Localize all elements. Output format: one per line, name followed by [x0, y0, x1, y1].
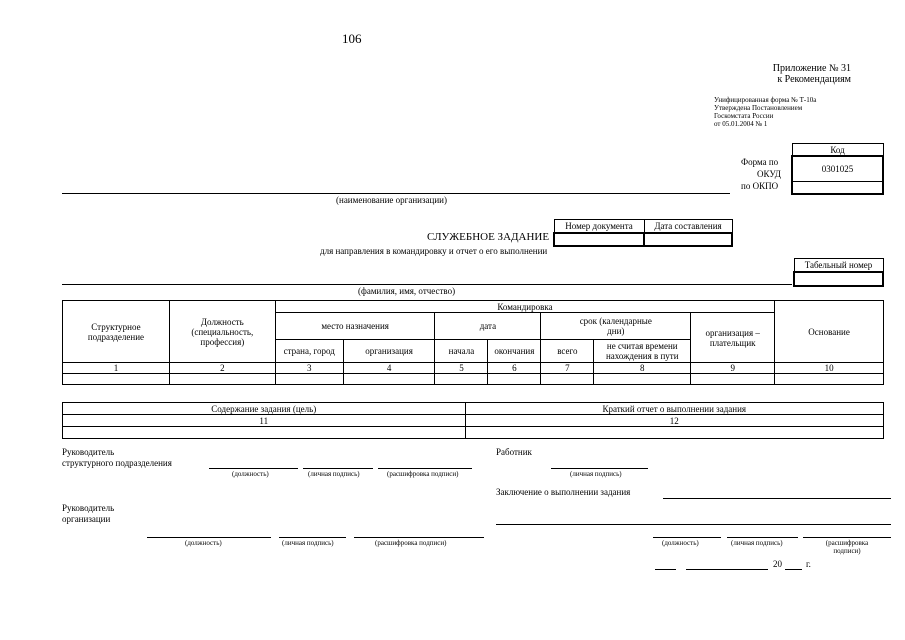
doc-title: СЛУЖЕБНОЕ ЗАДАНИЕ — [427, 231, 550, 243]
nachala-header: начала — [435, 340, 488, 363]
col-num-6: 6 — [488, 363, 541, 374]
task-content-cell[interactable] — [63, 427, 466, 439]
date-day-line[interactable] — [655, 569, 676, 570]
decode-caption-line2: подписи) — [833, 547, 861, 555]
table-cell[interactable] — [275, 374, 343, 385]
table-cell[interactable] — [435, 374, 488, 385]
okpo-label: по ОКПО — [741, 181, 779, 191]
doc-date-value[interactable] — [644, 233, 732, 246]
org-name-caption: (наименование организации) — [336, 195, 447, 205]
tabel-box — [793, 258, 884, 287]
col-num-7: 7 — [541, 363, 594, 374]
conclusion-signature-line[interactable] — [727, 537, 798, 538]
col-num-2: 2 — [169, 363, 275, 374]
appendix-label — [773, 63, 851, 85]
okpo-value[interactable] — [792, 182, 883, 195]
unified-form-note — [714, 96, 816, 128]
doc-number-label: Номер документа — [554, 220, 644, 234]
conclusion-decode-line[interactable] — [803, 537, 891, 538]
org-name-line[interactable] — [62, 193, 730, 194]
tabel-value[interactable] — [794, 272, 883, 286]
ne-schitaya-header: не считая времени нахождения в пути — [594, 340, 691, 363]
unified-form-line1: Унифицированная форма № Т-10а — [714, 96, 817, 104]
report-cell[interactable] — [465, 427, 884, 439]
col-struct-header: Структурное подразделение — [63, 301, 170, 363]
date-year-suffix: г. — [806, 559, 811, 569]
table-cell[interactable] — [488, 374, 541, 385]
komandirovka-header: Командировка — [275, 301, 774, 313]
assignment-table — [62, 300, 884, 385]
table-cell[interactable] — [63, 374, 170, 385]
table-cell[interactable] — [169, 374, 275, 385]
col-position-header: Должность (специальность, профессия) — [169, 301, 275, 363]
head-struct-label-2: структурного подразделения — [62, 458, 172, 468]
doc-number-date-box — [553, 219, 733, 247]
worker-label: Работник — [496, 447, 532, 457]
head-org-decode-caption: (расшифровка подписи) — [375, 539, 447, 547]
date-month-line[interactable] — [686, 569, 768, 570]
data-header: дата — [435, 313, 541, 340]
unified-form-line4: от 05.01.2004 № 1 — [714, 120, 768, 128]
report-header: Краткий отчет о выполнении задания — [465, 403, 884, 415]
date-year-prefix: 20 — [773, 559, 782, 569]
head-struct-position-line[interactable] — [209, 468, 298, 469]
unified-form-line2: Утверждена Постановлением — [714, 104, 803, 112]
page-number: 106 — [342, 31, 362, 46]
col-num-10: 10 — [775, 363, 884, 374]
head-org-position-caption: (должность) — [185, 539, 222, 547]
col-num-8: 8 — [594, 363, 691, 374]
doc-subtitle: для направления в командировку и отчет о его выполнении — [320, 246, 548, 256]
conclusion-signature-caption: (личная подпись) — [731, 539, 783, 547]
okonchaniya-header: окончания — [488, 340, 541, 363]
col-num-5: 5 — [435, 363, 488, 374]
table-cell[interactable] — [691, 374, 775, 385]
decode-caption-line1: (расшифровка — [825, 539, 869, 547]
head-org-position-line[interactable] — [147, 537, 271, 538]
tabel-label: Табельный номер — [794, 259, 883, 273]
task-content-header: Содержание задания (цель) — [63, 403, 466, 415]
head-org-signature-line[interactable] — [279, 537, 346, 538]
table-row — [63, 427, 884, 439]
head-struct-signature-caption: (личная подпись) — [308, 470, 360, 478]
appendix-line1: Приложение № 31 — [772, 63, 851, 74]
conclusion-position-line[interactable] — [653, 537, 721, 538]
head-org-decode-line[interactable] — [354, 537, 484, 538]
table-cell[interactable] — [541, 374, 594, 385]
col-num-4: 4 — [343, 363, 435, 374]
head-org-signature-caption: (личная подпись) — [282, 539, 334, 547]
org-payer-header: организация – плательщик — [691, 313, 775, 363]
okud-label-2: ОКУД — [757, 169, 781, 179]
table-row — [63, 374, 884, 385]
conclusion-line-1[interactable] — [663, 498, 891, 499]
col-num-1: 1 — [63, 363, 170, 374]
okud-label-1: Форма по — [741, 157, 779, 167]
head-org-label-2: организации — [62, 514, 111, 524]
task-col-num: 11 — [63, 415, 466, 427]
head-struct-position-caption: (должность) — [232, 470, 269, 478]
head-org-label-1: Руководитель — [62, 503, 115, 513]
code-header: Код — [792, 144, 883, 157]
head-struct-decode-caption: (расшифровка подписи) — [387, 470, 459, 478]
unified-form-line3: Госкомстата России — [714, 112, 774, 120]
organizaciya-header: организация — [343, 340, 435, 363]
head-struct-label-1: Руководитель — [62, 447, 115, 457]
code-box — [791, 143, 884, 195]
strana-header: страна, город — [275, 340, 343, 363]
head-struct-signature-line[interactable] — [303, 468, 373, 469]
worker-signature-line[interactable] — [551, 468, 648, 469]
table-cell[interactable] — [594, 374, 691, 385]
report-col-num: 12 — [465, 415, 884, 427]
table-cell[interactable] — [343, 374, 435, 385]
fio-caption: (фамилия, имя, отчество) — [358, 286, 456, 296]
doc-number-value[interactable] — [554, 233, 644, 246]
vsego-header: всего — [541, 340, 594, 363]
conclusion-label: Заключение о выполнении задания — [496, 487, 631, 497]
conclusion-decode-caption — [803, 539, 891, 555]
col-num-3: 3 — [275, 363, 343, 374]
doc-date-label: Дата составления — [644, 220, 732, 234]
table-cell[interactable] — [775, 374, 884, 385]
conclusion-line-2[interactable] — [496, 524, 891, 525]
head-struct-decode-line[interactable] — [378, 468, 472, 469]
appendix-line2: к Рекомендациям — [777, 74, 851, 85]
mesto-header: место назначения — [275, 313, 435, 340]
fio-line[interactable] — [62, 284, 792, 285]
okud-value[interactable]: 0301025 — [792, 156, 883, 182]
conclusion-position-caption: (должность) — [662, 539, 699, 547]
date-year-line[interactable] — [785, 569, 802, 570]
col-num-9: 9 — [691, 363, 775, 374]
srok-header: срок (календарные дни) — [541, 313, 691, 340]
task-report-table — [62, 402, 884, 439]
osnovanie-header: Основание — [775, 301, 884, 363]
worker-signature-caption: (личная подпись) — [570, 470, 622, 478]
